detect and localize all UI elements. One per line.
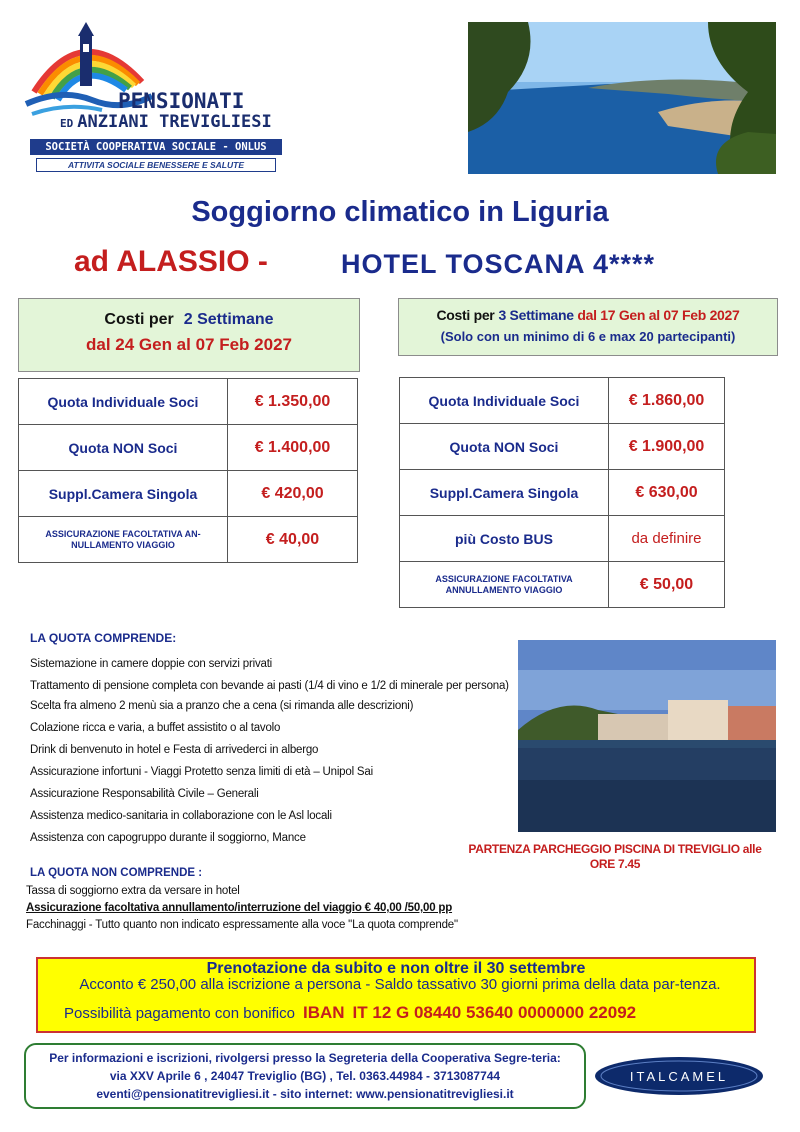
svg-text:ITALCAMEL: ITALCAMEL [629,1069,729,1084]
table-row: Quota Individuale Soci € 1.860,00 [400,378,725,424]
italcamel-logo [594,1056,764,1096]
departure-info: PARTENZA PARCHEGGIO PISCINA DI TREVIGLIO alle ORE 7.45 [468,842,762,871]
table-row: ASSICURAZIONE FACOLTATIVA AN-NULLAMENTO VIAGGIO € 40,00 [19,517,358,563]
two-weeks-price-table [18,378,358,563]
includes-title: LA QUOTA COMPRENDE: [30,631,177,645]
title-place: ad ALASSIO - [74,245,268,278]
list-item: Assicurazione facoltativa annullamento/interruzione del viaggio € 40,00 /50,00 pp [26,902,453,914]
alassio-bay-photo [468,22,776,174]
list-item: Scelta fra almeno 2 menù sia a pranzo che a cena (si rimanda alle descrizioni) [30,700,414,712]
list-item: Assistenza medico-sanitaria in collaborazione con le Asl locali [30,810,332,822]
page-title: Soggiorno climatico in Liguria [191,196,609,228]
contact-line1: Per informazioni e iscrizioni, rivolgersi presso la Segreteria della Cooperativa Segre-teria: [49,1051,561,1065]
tower-icon [78,22,94,86]
list-item: Assicurazione Responsabilità Civile – Generali [30,788,259,800]
table-row: Suppl.Camera Singola € 420,00 [19,471,358,517]
org-name-line2: ED ANZIANI TREVIGLIESI [60,112,272,132]
excludes-list [26,883,526,934]
contact-address: via XXV Aprile 6 , 24047 Treviglio (BG) , Tel. 0363.44984 - 3713087744 [109,1069,501,1083]
two-weeks-header: Costi per 2 Settimane dal 24 Gen al 07 Feb 2027 [18,298,360,372]
table-row: Quota Individuale Soci € 1.350,00 [19,379,358,425]
booking-payment: Possibilità pagamento con bonifico IBAN IT 12 G 08440 53640 0000000 22092 [64,1003,637,1022]
includes-list [30,657,510,853]
booking-headline: Prenotazione da subito e non oltre il 30 settembre [206,960,586,977]
list-item: Assicurazione infortuni - Viaggi Protetto senza limiti di età – Unipol Sai [30,766,373,778]
contact-email-web: eventi@pensionatitrevigliesi.it - sito internet: www.pensionatitrevigliesi.it [96,1087,514,1101]
list-item: Tassa di soggiorno extra da versare in hotel [26,885,240,897]
title-hotel: HOTEL TOSCANA 4**** [341,249,656,279]
excludes-title: LA QUOTA NON COMPRENDE : [30,867,203,879]
table-row: Suppl.Camera Singola € 630,00 [400,470,725,516]
booking-box [36,957,756,1033]
alassio-beach-photo [518,640,776,832]
contact-box [24,1043,586,1109]
list-item: Trattamento di pensione completa con bevande ai pasti (1/4 di vino e 1/2 di minerale per persona) [30,680,509,692]
list-item: Drink di benvenuto in hotel e Festa di arrivederci in albergo [30,744,319,756]
org-tagline: ATTIVITA SOCIALE BENESSERE E SALUTE [36,158,276,172]
list-item: Facchinaggi - Tutto quanto non indicato espressamente alla voce "La quota comprende" [26,919,458,931]
booking-deposit: Acconto € 250,00 alla iscrizione a persona - Saldo tassativo 30 giorni prima della data par-tenza. [79,976,721,993]
three-weeks-header: Costi per 3 Settimane dal 17 Gen al 07 Feb 2027 (Solo con un minimo di 6 e max 20 partecipanti) [398,298,778,356]
list-item: Sistemazione in camere doppie con servizi privati [30,658,273,670]
table-row: Quota NON Soci € 1.400,00 [19,425,358,471]
table-row: più Costo BUS da definire [400,516,725,562]
org-band: SOCIETÀ COOPERATIVA SOCIALE - ONLUS [30,139,282,155]
list-item: Colazione ricca e varia, a buffet assistito o al tavolo [30,722,281,734]
table-row: ASSICURAZIONE FACOLTATIVA ANNULLAMENTO VIAGGIO € 50,00 [400,562,725,608]
list-item: Assistenza con capogruppo durante il soggiorno, Mance [30,832,306,844]
org-name-line1: PENSIONATI [118,89,245,113]
three-weeks-price-table [399,377,725,608]
table-row: Quota NON Soci € 1.900,00 [400,424,725,470]
